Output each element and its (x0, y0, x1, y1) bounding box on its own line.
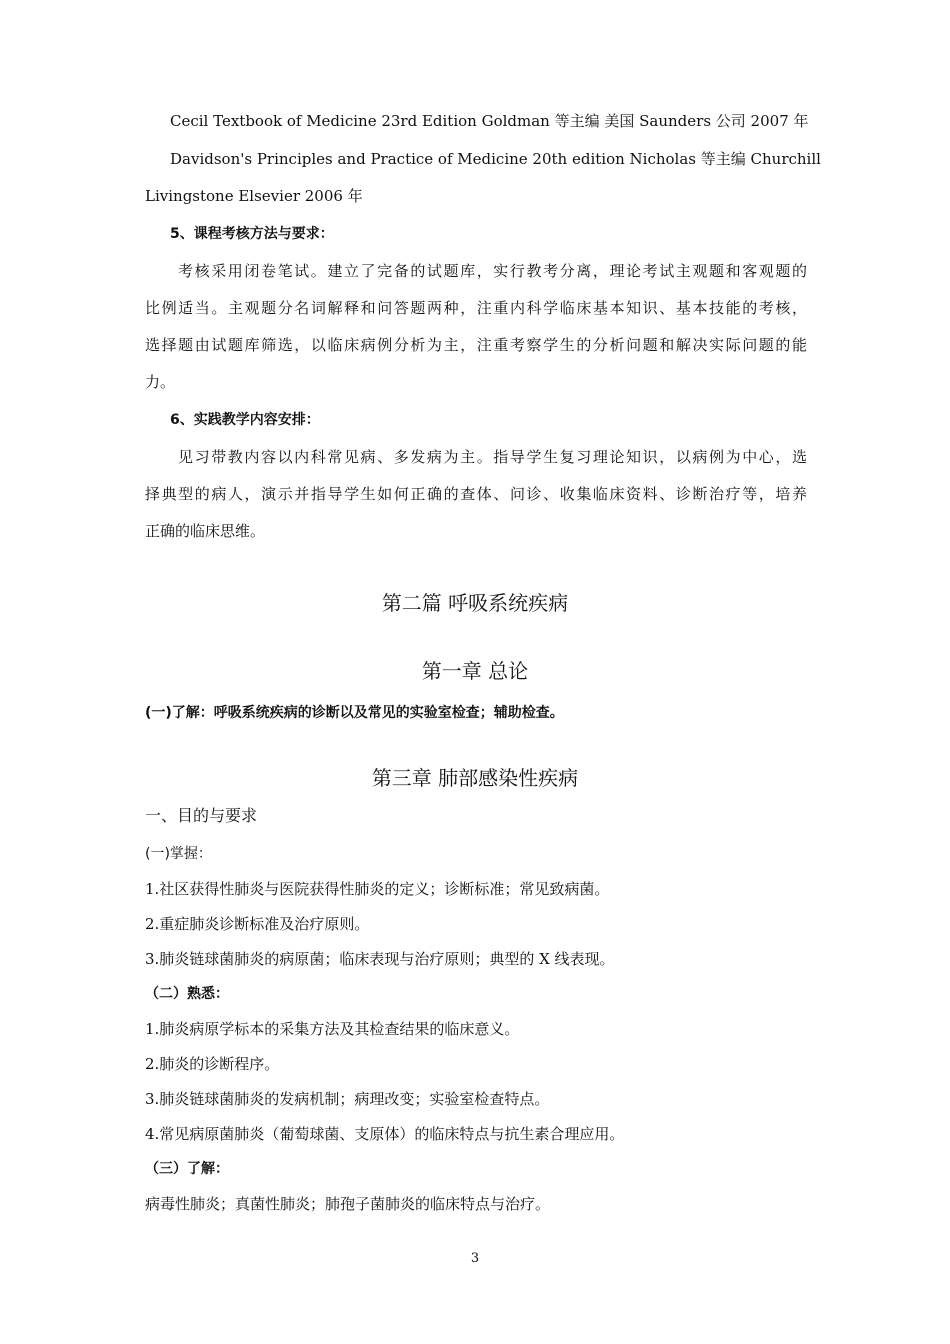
section6-line1: 见习带教内容以内科常见病、多发病为主。指导学生复习理论知识，以病例为中心，选 (178, 448, 807, 466)
chapter1-understand: (一)了解：呼吸系统疾病的诊断以及常见的实验室检查；辅助检查。 (145, 705, 564, 721)
familiar-item-2: 2.肺炎的诊断程序。 (145, 1055, 280, 1073)
master-heading: (一)掌握： (145, 846, 212, 862)
section5-line4: 力。 (145, 373, 176, 391)
reference-cecil: Cecil Textbook of Medicine 23rd Edition Goldman 等主编 美国 Saunders 公司 2007 年 (170, 112, 809, 130)
know-text: 病毒性肺炎；真菌性肺炎；肺孢子菌肺炎的临床特点与治疗。 (145, 1195, 551, 1213)
master-item-2: 2.重症肺炎诊断标准及治疗原则。 (145, 915, 370, 933)
chapter3-title: 第三章 肺部感染性疾病 (371, 766, 579, 790)
reference-davidson-line1: Davidson's Principles and Practice of Medicine 20th edition Nicholas 等主编 Churchill (170, 150, 821, 168)
familiar-item-1: 1.肺炎病原学标本的采集方法及其检查结果的临床意义。 (145, 1020, 520, 1038)
section5-line2: 比例适当。主观题分名词解释和问答题两种，注重内科学临床基本知识、基本技能的考核， (145, 299, 807, 317)
section5-line3: 选择题由试题库筛选，以临床病例分析为主，注重考察学生的分析问题和解决实际问题的能 (145, 336, 807, 354)
chapter3-goals-heading: 一、目的与要求 (145, 806, 258, 825)
section6-heading: 6、实践教学内容安排： (170, 412, 320, 428)
section5-line1: 考核采用闭卷笔试。建立了完备的试题库，实行教考分离，理论考试主观题和客观题的 (178, 262, 807, 280)
page-number: 3 (470, 1251, 480, 1266)
section6-line2: 择典型的病人，演示并指导学生如何正确的查体、问诊、收集临床资料、诊断治疗等，培养 (145, 485, 807, 503)
reference-davidson-line2: Livingstone Elsevier 2006 年 (145, 187, 363, 205)
section5-heading: 5、课程考核方法与要求： (170, 226, 334, 242)
master-item-1: 1.社区获得性肺炎与医院获得性肺炎的定义；诊断标准；常见致病菌。 (145, 880, 610, 898)
familiar-heading: （二）熟悉： (145, 986, 229, 1002)
know-heading: （三）了解： (145, 1161, 229, 1177)
chapter1-title: 第一章 总论 (421, 659, 529, 683)
section6-line3: 正确的临床思维。 (145, 522, 266, 540)
familiar-item-4: 4.常见病原菌肺炎（葡萄球菌、支原体）的临床特点与抗生素合理应用。 (145, 1125, 625, 1143)
familiar-item-3: 3.肺炎链球菌肺炎的发病机制；病理改变；实验室检查特点。 (145, 1090, 550, 1108)
part-title: 第二篇 呼吸系统疾病 (381, 591, 569, 615)
master-item-3: 3.肺炎链球菌肺炎的病原菌；临床表现与治疗原则；典型的 X 线表现。 (145, 950, 615, 968)
